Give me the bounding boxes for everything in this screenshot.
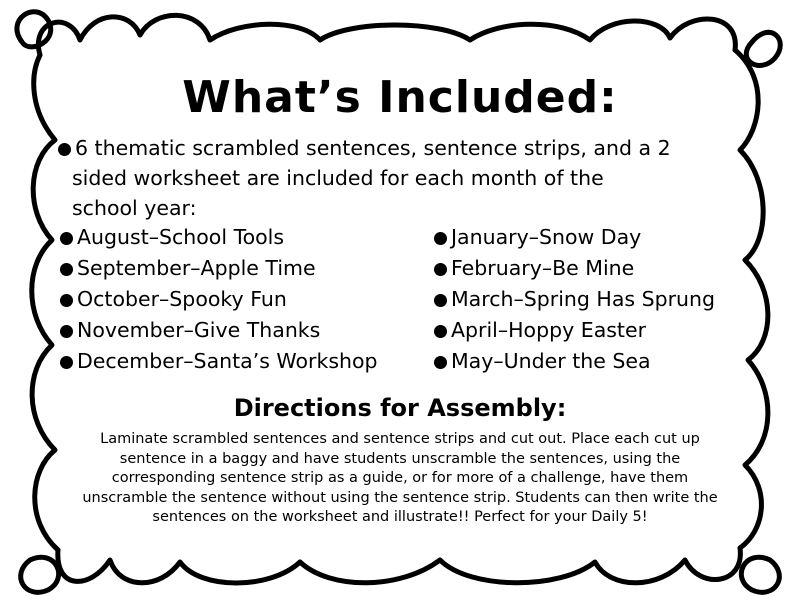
list-item [60,253,440,284]
bullet-icon [434,263,447,276]
bullet-icon [434,325,447,338]
month-label: January–Snow Day [451,225,642,249]
page-title: What’s Included: [182,72,618,123]
directions-line-2: sentence in a baggy and have students unscramble the sentences, using the [119,450,681,467]
list-item [434,346,774,377]
bullet-icon [434,232,447,245]
directions-paragraph [62,430,738,528]
list-item [60,315,440,346]
month-label: May–Under the Sea [451,349,651,373]
list-item [60,346,440,377]
directions-heading: Directions for Assembly: [233,394,567,422]
directions-line-5: sentences on the worksheet and illustrate!! Perfect for your Daily 5! [152,509,648,525]
directions-line-1: Laminate scrambled sentences and sentence strips and cut out. Place each cut up [100,431,700,447]
bullet-icon [434,294,447,307]
bullet-icon [58,143,71,156]
bullet-icon [60,325,73,338]
list-item [434,222,774,253]
directions-line-3: corresponding sentence strip as a guide, or for more of a challenge, have them [111,470,689,486]
month-label: September–Apple Time [77,256,316,280]
bullet-icon [60,294,73,307]
directions-line-4: unscramble the sentence without using the sentence strip. Students can then write the [82,489,718,506]
month-label: December–Santa’s Workshop [77,349,378,373]
month-label: April–Hoppy Easter [451,318,647,342]
intro-paragraph [58,133,768,223]
intro-text-1: 6 thematic scrambled sentences, sentence strips, and a 2 [75,136,671,160]
list-item [60,284,440,315]
list-item [434,315,774,346]
intro-line-2: sided worksheet are included for each month of the [72,166,604,190]
intro-line-3: school year: [72,196,197,220]
month-label: March–Spring Has Sprung [451,287,716,311]
list-item [60,222,440,253]
months-list-right [434,222,774,377]
month-label: August–School Tools [77,225,285,249]
list-item [434,284,774,315]
month-label: February–Be Mine [451,256,635,280]
months-list-left [60,222,440,377]
intro-line-1 [58,133,768,163]
month-label: October–Spooky Fun [77,287,287,311]
bullet-icon [60,232,73,245]
month-label: November–Give Thanks [77,318,321,342]
bullet-icon [60,356,73,369]
bullet-icon [434,356,447,369]
bullet-icon [60,263,73,276]
list-item [434,253,774,284]
